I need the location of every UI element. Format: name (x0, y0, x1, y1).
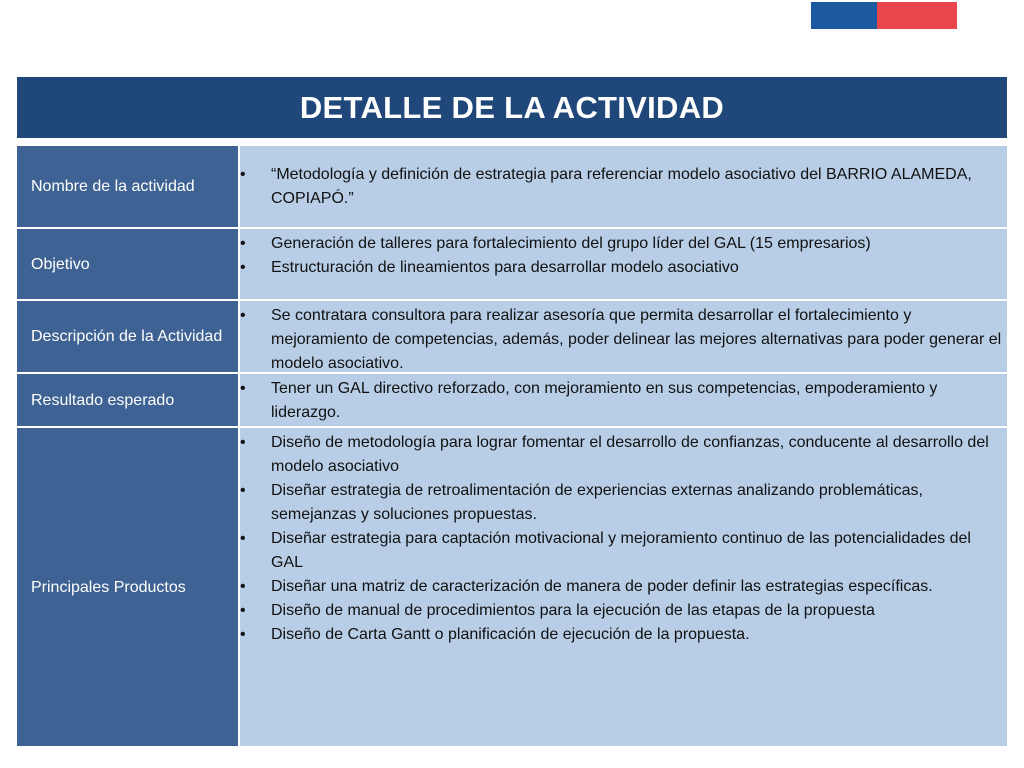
item-text: “Metodología y definición de estrategia para referenciar modelo asociativo del BARRIO ALAMEDA, COPIAPÓ.” (271, 166, 972, 207)
item-text: Diseñar una matriz de caracterización de manera de poder definir las estrategias específicas. (271, 578, 933, 595)
item-text: Diseño de Carta Gantt o planificación de ejecución de la propuesta. (271, 626, 750, 643)
item-text: Tener un GAL directivo reforzado, con mejoramiento en sus competencias, empoderamiento y liderazgo. (271, 380, 938, 421)
list-item (240, 575, 1007, 599)
list-item (240, 623, 1007, 647)
page-title: DETALLE DE LA ACTIVIDAD (299, 89, 725, 125)
item-text: Diseñar estrategia de retroalimentación de experiencias externas analizando problemáticas, semejanzas y soluciones propuestas. (271, 482, 923, 523)
row-label: Principales Productos (17, 428, 240, 746)
row-productos (17, 428, 1007, 746)
row-label: Objetivo (17, 229, 240, 299)
item-text: Se contratara consultora para realizar asesoría que permita desarrollar el fortalecimiento y mejoramiento de competencias, además, poder delinear las mejores alternativas para poder generar el modelo asociativo. (271, 307, 1002, 372)
item-text: Generación de talleres para fortalecimiento del grupo líder del GAL (15 empresarios) (271, 235, 871, 252)
row-objetivo (17, 229, 1007, 301)
item-text: Diseño de manual de procedimientos para la ejecución de las etapas de la propuesta (271, 602, 875, 619)
activity-table (17, 146, 1007, 746)
flag-red-stripe (877, 2, 957, 29)
list-item (240, 163, 1007, 211)
row-nombre (17, 146, 1007, 229)
row-content (240, 428, 1007, 746)
row-label: Nombre de la actividad (17, 146, 240, 227)
list-item (240, 599, 1007, 623)
row-content (240, 301, 1007, 372)
row-content (240, 146, 1007, 227)
row-label: Resultado esperado (17, 374, 240, 426)
item-text: Estructuración de lineamientos para desarrollar modelo asociativo (271, 259, 739, 276)
list-item (240, 256, 1007, 280)
item-text: Diseño de metodología para lograr fomentar el desarrollo de confianzas, conducente al desarrollo del modelo asociativo (271, 434, 989, 475)
list-item (240, 377, 1007, 425)
list-item (240, 232, 1007, 256)
chile-flag-logo (811, 2, 957, 29)
flag-blue-stripe (811, 2, 877, 29)
row-descripcion (17, 301, 1007, 374)
list-item (240, 479, 1007, 527)
row-label: Descripción de la Actividad (17, 301, 240, 372)
title-bar (17, 77, 1007, 138)
list-item (240, 304, 1007, 376)
item-text: Diseñar estrategia para captación motivacional y mejoramiento continuo de las potencialidades del GAL (271, 530, 971, 571)
row-content (240, 229, 1007, 299)
list-item (240, 431, 1007, 479)
list-item (240, 527, 1007, 575)
row-resultado (17, 374, 1007, 428)
row-content (240, 374, 1007, 426)
